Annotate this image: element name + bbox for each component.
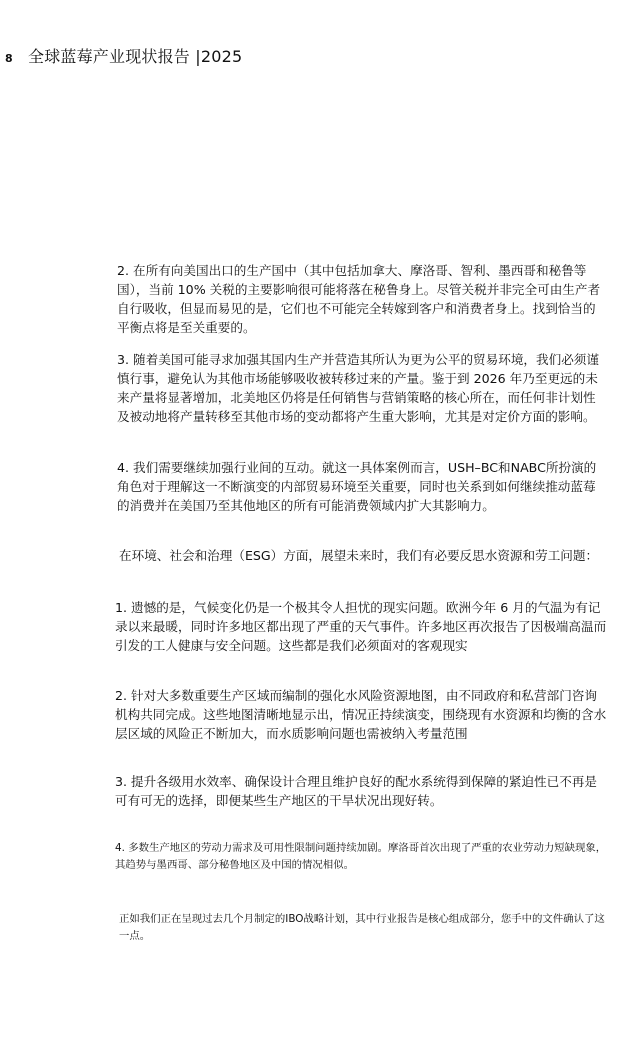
paragraph-market-shift: 3. 随着美国可能寻求加强其国内生产并营造其所认为更为公平的贸易环境，我们必须谨慎行事，避免认为其他市场能够吸收被转移过来的产量。鉴于到 2026 年乃至更远的未来产量将显著增加，北美地区仍将是任何销售与营销策略的核心所在，而任何非计划性及被动地将产量转移至其他市场的变动都将产生重大影响，尤其是对定价方面的影响。 (117, 352, 599, 424)
paragraph-climate-change: 1. 遗憾的是，气候变化仍是一个极其令人担忧的现实问题。欧洲今年 6 月的气温为有记录以来最暖，同时许多地区都出现了严重的天气事件。许多地区再次报告了因极端高温而引发的工人健康与安全问题。这些都是我们必须面对的客观现实 (115, 600, 607, 653)
paragraph-tariff-impact: 2. 在所有向美国出口的生产国中（其中包括加拿大、摩洛哥、智利、墨西哥和秘鲁等国），当前 10% 关税的主要影响很可能将落在秘鲁身上。尽管关税并非完全可由生产者自行吸收，但显而易见的是，它们也不可能完全转嫁到客户和消费者身上。找到恰当的平衡点将是至关重要的。 (117, 263, 601, 335)
paragraph-labor-shortage: 4. 多数生产地区的劳动力需求及可用性限制问题持续加剧。摩洛哥首次出现了严重的农业劳动力短缺现象，其趋势与墨西哥、部分秘鲁地区及中国的情况相似。 (115, 842, 607, 871)
paragraph-esg-intro: 在环境、社会和治理（ESG）方面，展望未来时，我们有必要反思水资源和劳工问题： (119, 548, 599, 563)
paragraph-water-risk-maps: 2. 针对大多数重要生产区域而编制的强化水风险资源地图，由不同政府和私营部门咨询机构共同完成。这些地图清晰地显示出，情况正持续演变，围绕现有水资源和均衡的含水层区域的风险正不断加大，而水质影响问题也需被纳入考量范围 (115, 688, 607, 741)
paragraph-industry-interaction: 4. 我们需要继续加强行业间的互动。就这一具体案例而言，USH–BC和NABC所扮演的角色对于理解这一不断演变的内部贸易环境至关重要，同时也关系到如何继续推动蓝莓的消费并在美国乃至其他地区的所有可能消费领域内扩大其影响力。 (117, 460, 597, 513)
page-header-title: 全球蓝莓产业现状报告 |2025 (28, 47, 243, 66)
paragraph-water-efficiency: 3. 提升各级用水效率、确保设计合理且维护良好的配水系统得到保障的紧迫性已不再是可有可无的选择，即便某些生产地区的干旱状况出现好转。 (115, 774, 597, 808)
paragraph-closing-note: 正如我们正在呈现过去几个月制定的IBO战略计划，其中行业报告是核心组成部分，您手中的文件确认了这一点。 (119, 913, 605, 942)
page-number: 8 (5, 52, 13, 65)
